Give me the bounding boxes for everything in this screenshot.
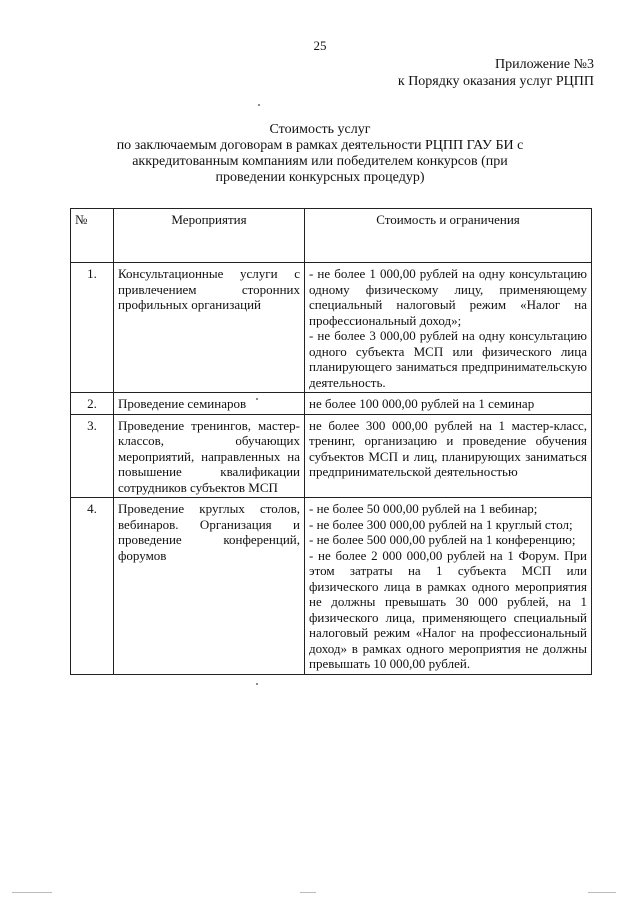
- row-cost: [305, 498, 592, 675]
- row-cost: [305, 263, 592, 393]
- cost-item: не более 100 000,00 рублей на 1 семинар: [309, 396, 535, 411]
- table-row: [71, 393, 592, 415]
- header-cost: Стоимость и ограничения: [305, 209, 592, 263]
- appendix-reference: [398, 56, 594, 90]
- scan-speck: [256, 398, 258, 400]
- header-number: №: [71, 209, 114, 263]
- cost-item: - не более 2 000 000,00 рублей на 1 Форум. При этом затраты на 1 субъекта МСП или физического лица в рамках одного мероприятия не должны превышать 30 000 рублей, на 1 физического лица, применяющего специальный налоговый режим «Налог на профессиональный доход» в рамках одного мероприятия не должны превышать 10 000,00 рублей.: [309, 547, 587, 671]
- cost-item: - не более 1 000,00 рублей на одну консультацию одному физическому лицу, применяющему специальный налоговый режим «Налог на профессиональный доход»;: [309, 266, 587, 328]
- title-line-2: по заключаемым договорам в рамках деятельности РЦПП ГАУ БИ с: [116, 138, 524, 153]
- table-row: [71, 414, 592, 498]
- scan-speck: [258, 104, 260, 106]
- row-cost: [305, 414, 592, 498]
- document-title: [100, 122, 540, 186]
- cost-item: - не более 500 000,00 рублей на 1 конференцию;: [309, 532, 576, 547]
- row-event: Проведение тренингов, мастер-классов, обучающих мероприятий, направленных на повышение квалификации сотрудников субъектов МСП: [114, 414, 305, 498]
- table-row: [71, 498, 592, 675]
- scan-edge-mark: [12, 892, 52, 893]
- appendix-line-2: к Порядку оказания услуг РЦПП: [397, 74, 594, 89]
- page-number: 25: [313, 38, 327, 53]
- row-cost: [305, 393, 592, 415]
- services-cost-table: [70, 208, 592, 675]
- cost-item: - не более 50 000,00 рублей на 1 вебинар;: [309, 501, 538, 516]
- cost-item: не более 300 000,00 рублей на 1 мастер-класс, тренинг, организацию и проведение обучения субъектов МСП и лиц, планирующих заниматься предпринимательской деятельностью: [309, 417, 587, 479]
- row-event: Консультационные услуги с привлечением сторонних профильных организаций: [114, 263, 305, 393]
- row-event: Проведение семинаров: [114, 393, 305, 415]
- scan-speck: [256, 683, 258, 685]
- row-number: 1.: [71, 263, 114, 393]
- row-number: 4.: [71, 498, 114, 675]
- scan-edge-mark: [588, 892, 616, 893]
- row-number: 3.: [71, 414, 114, 498]
- cost-item: - не более 300 000,00 рублей на 1 круглый стол;: [309, 516, 573, 532]
- title-line-3: аккредитованным компаниям или победителем конкурсов (при: [132, 154, 508, 169]
- title-line-1: Стоимость услуг: [269, 122, 371, 137]
- header-events: Мероприятия: [114, 209, 305, 263]
- title-line-4: проведении конкурсных процедур): [215, 170, 425, 185]
- cost-item: - не более 3 000,00 рублей на одну консультацию одного субъекта МСП или физического лица планирующего заниматься предпринимательскую деятельность.: [309, 328, 587, 390]
- table-header-row: [71, 209, 592, 263]
- scan-edge-mark: [300, 892, 316, 893]
- table-row: [71, 263, 592, 393]
- row-event: Проведение круглых столов, вебинаров. Организация и проведение конференций, форумов: [114, 498, 305, 675]
- row-number: 2.: [71, 393, 114, 415]
- appendix-line-1: Приложение №3: [495, 57, 594, 72]
